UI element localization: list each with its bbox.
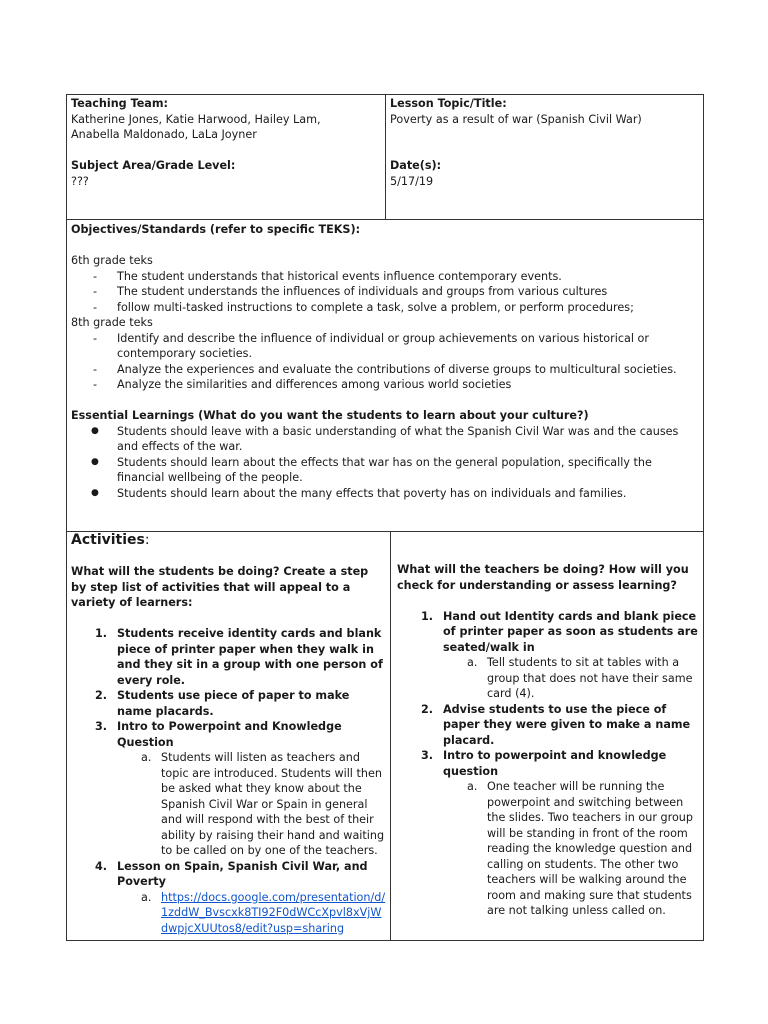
subject-label: Subject Area/Grade Level:	[71, 159, 236, 172]
students-column	[66, 531, 391, 941]
objectives-cell	[66, 219, 704, 532]
teacher-steps-continued	[397, 702, 700, 780]
grade8-label: 8th grade teks	[71, 316, 153, 329]
essential-label: Essential Learnings (What do you want the students to learn about your culture?)	[71, 409, 589, 422]
list-item: - Analyze the similarities and differences among various world societies	[71, 377, 699, 393]
list-item: a. Tell students to sit at tables with a group that does not have their same card (4).	[467, 656, 693, 700]
list-item: - The student understands the influences of individuals and groups from various cultures	[71, 284, 699, 300]
topic-cell	[385, 94, 704, 220]
teaching-team-cell	[66, 94, 386, 220]
list-item: 3. Intro to powerpoint and knowledge question	[421, 749, 667, 778]
objectives-label: Objectives/Standards (refer to specific TEKS):	[71, 223, 361, 236]
list-item: 2. Students use piece of paper to make name placards.	[95, 689, 350, 718]
date-value: 5/17/19	[390, 174, 434, 188]
students-question: What will the students be doing? Create a step by step list of activities that will appeal to a variety of learners:	[71, 565, 369, 609]
list-item: 1. Hand out Identity cards and blank piece of printer paper as soon as students are seated/walk in	[421, 609, 698, 654]
grade8-list	[71, 331, 699, 393]
subject-value: ???	[71, 174, 89, 188]
presentation-link[interactable]: https://docs.google.com/presentation/d/1zddW_Bvscxk8TI92F0dWCcXpvl8xVjWdwpjcXUUtos8/edit?usp=sharing	[161, 890, 386, 935]
list-item: 2. Advise students to use the piece of paper they were given to make a name placard.	[421, 702, 691, 747]
list-item: ● Students should leave with a basic understanding of what the Spanish Civil War was and the causes and effects of the war.	[71, 424, 699, 455]
grade6-list	[71, 269, 699, 316]
grade6-label: 6th grade teks	[71, 254, 153, 267]
topic-value: Poverty as a result of war (Spanish Civil War)	[390, 112, 642, 126]
list-item: a. Students will listen as teachers and topic are introduced. Students will then be asked what they know about the Spanish Civil War or Spain in general and will respond with the best of their ability by raising their hand and waiting to be called on by one of the teachers.	[141, 751, 385, 857]
list-item: a. https://docs.google.com/presentation/d/1zddW_Bvscxk8TI92F0dWCcXpvl8xVjWdwpjcXUUtos8/edit?usp=sharing	[141, 890, 386, 935]
list-item: ● Students should learn about the effects that war has on the general population, specifically the financial wellbeing of the people.	[71, 455, 699, 486]
student-steps	[71, 626, 386, 750]
list-item: - The student understands that historical events influence contemporary events.	[71, 269, 699, 285]
list-item: - follow multi-tasked instructions to complete a task, solve a problem, or perform procedures;	[71, 300, 699, 316]
list-item: - Identify and describe the influence of individual or group achievements on various historical or contemporary societies.	[71, 331, 699, 362]
teachers-column	[391, 531, 704, 941]
student-sub-list-3	[71, 750, 386, 859]
teachers-question: What will the teachers be doing? How will you check for understanding or assess learning?	[397, 563, 689, 592]
teaching-team-label: Teaching Team:	[71, 97, 168, 110]
list-item: 1. Students receive identity cards and blank piece of printer paper when they walk in and they sit in a group with one person of every role.	[95, 627, 383, 687]
date-label: Date(s):	[390, 159, 442, 172]
teacher-steps	[397, 609, 700, 656]
list-item: a. One teacher will be running the powerpoint and switching between the slides. Two teachers in our group will be standing in front of the room reading the knowledge question and calling on students. The other two teachers will be walking around the room and making sure that students are not talking unless called on.	[467, 780, 693, 917]
topic-label: Lesson Topic/Title:	[390, 97, 507, 110]
list-item: 4. Lesson on Spain, Spanish Civil War, and Poverty	[95, 859, 368, 888]
student-sub-list-4	[71, 890, 386, 937]
teacher-sub-list-1	[397, 655, 700, 702]
list-item: ● Students should learn about the many effects that poverty has on individuals and families.	[71, 486, 699, 502]
list-item: 3. Intro to Powerpoint and Knowledge Question	[95, 720, 342, 749]
teacher-sub-list-3	[397, 779, 700, 919]
teaching-team-line2: Anabella Maldonado, LaLa Joyner	[71, 128, 257, 141]
activities-title: Activities:	[71, 532, 150, 548]
student-steps-continued	[71, 859, 386, 890]
list-item: - Analyze the experiences and evaluate the contributions of diverse groups to multicultural societies.	[71, 362, 699, 378]
essential-list	[71, 424, 699, 502]
teaching-team-line1: Katherine Jones, Katie Harwood, Hailey Lam,	[71, 112, 321, 126]
